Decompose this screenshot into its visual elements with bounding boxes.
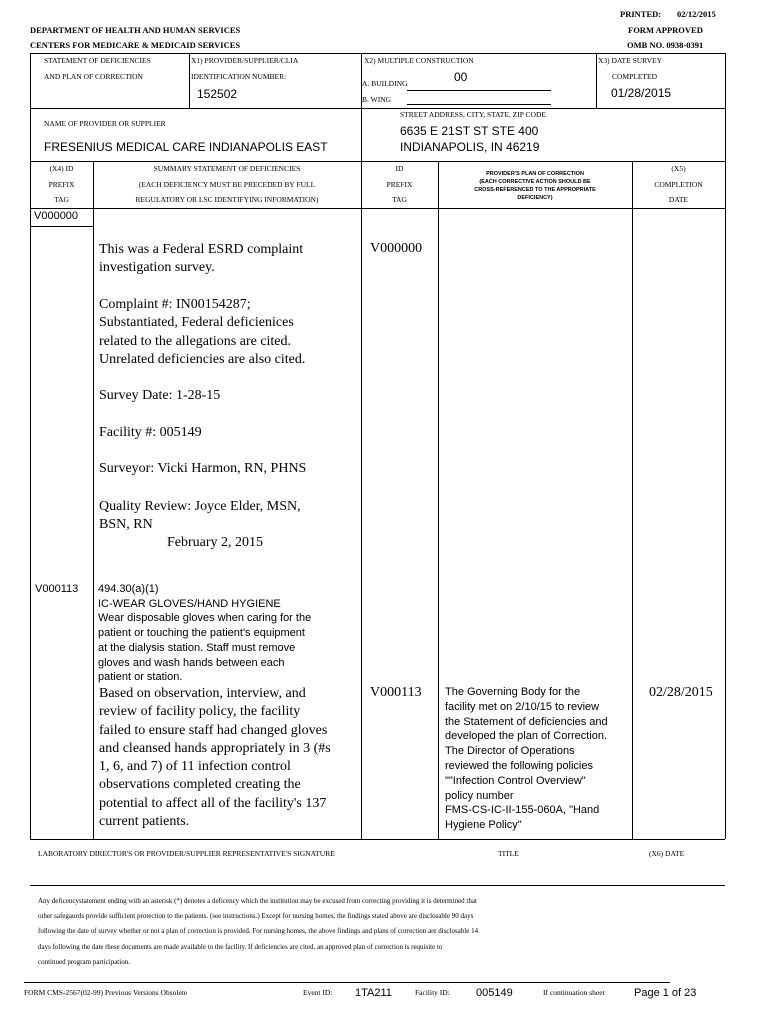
disclaimer: [38, 894, 478, 970]
building-value: 00: [454, 70, 468, 84]
text-line: other safegaurds provide sufficient protection to the patients. (see instructions.) Except for nursing homes, the findings stated above are disclosable 90 days: [38, 912, 474, 921]
survey-completed-date: 01/28/2015: [611, 86, 672, 100]
text-line: Quality Review: Joyce Elder, MSN,: [99, 499, 301, 514]
text-line: Hygiene Policy": [445, 819, 522, 832]
event-id-label: Event ID:: [303, 988, 333, 997]
id-header: PREFIX: [386, 180, 413, 189]
text-line: patient or touching the patient's equipment: [98, 627, 305, 640]
text-line: Based on observation, interview, and: [99, 686, 306, 701]
x5-header: DATE: [668, 195, 689, 204]
building-underline: [407, 90, 551, 91]
text-line: related to the allegations are cited.: [99, 333, 292, 349]
page-number: Page 1 of 23: [634, 987, 697, 999]
divider: [93, 161, 94, 839]
continuation-label: If continuation sheet: [543, 988, 605, 997]
box-top-border: [30, 53, 725, 54]
text-line: 494.30(a)(1): [98, 583, 159, 595]
text-line: ""Infection Control Overview": [445, 774, 586, 787]
x4-header: TAG: [54, 195, 69, 204]
wing-underline: [407, 104, 551, 105]
statement-label: STATEMENT OF DEFICIENCIES: [44, 56, 151, 65]
x1-label: IDENTIFICATION NUMBER:: [191, 72, 287, 81]
intro-paragraph: [99, 241, 303, 278]
text-line: FMS-CS-IC-II-155-060A, "Hand: [445, 804, 600, 817]
provider-name-label: NAME OF PROVIDER OR SUPPLIER: [44, 119, 166, 128]
signature-label: LABORATORY DIRECTOR'S OR PROVIDER/SUPPLIER REPRESENTATIVE'S SIGNATURE: [38, 849, 335, 858]
omb-number: OMB NO. 0938-0391: [627, 40, 704, 50]
text-line: Unrelated deficiencies are also cited.: [99, 351, 306, 367]
completion-date: 02/28/2015: [649, 685, 713, 700]
summary-header: (EACH DEFICIENCY MUST BE PRECEDED BY FULL: [138, 180, 316, 189]
divider: [189, 53, 190, 108]
facility-id: 005149: [476, 987, 513, 999]
printed-date: 02/12/2015: [677, 9, 716, 19]
text-line: gloves and wash hands between each: [98, 656, 285, 669]
surveyor: Surveyor: Vicki Harmon, RN, PHNS: [99, 461, 307, 476]
text-line: 1, 6, and 7) of 11 infection control: [99, 759, 291, 775]
date-label: (X6) DATE: [649, 849, 685, 858]
form-number: FORM CMS-2567(02-99) Previous Versions Obsolete: [24, 988, 188, 997]
signature-divider: [30, 885, 725, 886]
x5-header: (X5): [671, 164, 686, 173]
text-line: Any deficencystatement ending with an asterisk (*) denotes a deficency which the institution may be excused from correcting providing it is determined that: [38, 897, 477, 905]
text-line: BSN, RN: [99, 517, 153, 533]
text-line: IC-WEAR GLOVES/HAND HYGIENE: [98, 597, 281, 610]
text-line: failed to ensure staff had changed gloves: [99, 722, 328, 738]
regulation-text: [98, 582, 311, 685]
plan-header: (EACH CORRECTIVE ACTION SHOULD BE: [479, 179, 591, 185]
id-header: TAG: [392, 195, 407, 204]
text-line: days following the date these documents are made available to the facility. If deficiencies are cited, an approved plan of correction is requisite to: [38, 942, 443, 951]
tag-prefix: V000113: [35, 583, 79, 595]
text-line: The Governing Body for the: [445, 686, 581, 698]
text-line: the Statement of deficiencies and: [445, 715, 608, 728]
provider-id: 152502: [197, 87, 238, 101]
text-line: following the date of survey whether or not a plan of correction is provided. For nursing homes, the above findings and plans of correction are disclosable 14: [38, 927, 479, 936]
summary-header: REGULATORY OR LSC IDENTIFYING INFORMATION): [135, 195, 319, 204]
agency-name: CENTERS FOR MEDICARE & MEDICAID SERVICES: [30, 40, 241, 50]
id-header: ID: [395, 164, 404, 173]
divider: [361, 161, 362, 839]
plan-header: DEFICIENCY): [517, 195, 553, 201]
divider: [596, 53, 597, 108]
text-line: and cleansed hands appropriately in 3 (#s: [99, 740, 331, 756]
divider: [30, 108, 725, 109]
text-line: policy number: [445, 789, 514, 802]
text-line: Complaint #: IN00154287;: [99, 297, 251, 312]
quality-review-date: February 2, 2015: [167, 535, 264, 550]
text-line: review of facility policy, the facility: [99, 704, 301, 720]
box-right-border: [725, 53, 726, 839]
x4-header: (X4) ID: [49, 164, 74, 173]
divider: [30, 208, 725, 209]
event-id: 1TA211: [355, 987, 392, 999]
printed-label: PRINTED:: [620, 9, 662, 19]
x5-header: COMPLETION: [654, 180, 703, 189]
street-address: 6635 E 21ST ST STE 400: [400, 124, 539, 138]
id-tag: V000000: [370, 241, 423, 256]
text-line: investigation survey.: [99, 260, 215, 276]
x4-header: PREFIX: [48, 180, 75, 189]
divider: [30, 161, 725, 162]
title-label: TITLE: [498, 849, 519, 858]
text-line: observations completed creating the: [99, 777, 301, 793]
wing-label: B. WING: [362, 95, 392, 104]
text-line: potential to affect all of the facility's 137: [99, 795, 327, 811]
x1-label: X1) PROVIDER/SUPPLIER/CLIA: [191, 56, 299, 65]
statement-label: AND PLAN OF CORRECTION: [44, 72, 143, 81]
box-bottom-border: [30, 839, 725, 840]
provider-name: FRESENIUS MEDICAL CARE INDIANAPOLIS EAST: [44, 140, 328, 154]
x2-label: X2) MULTIPLE CONSTRUCTION: [364, 56, 474, 65]
building-label: A. BUILDING: [362, 79, 408, 88]
plan-of-correction: [445, 685, 608, 833]
finding-paragraph: [99, 685, 331, 831]
id-tag: V000113: [370, 685, 422, 700]
department-name: DEPARTMENT OF HEALTH AND HUMAN SERVICES: [30, 25, 241, 35]
text-line: reviewed the following policies: [445, 759, 593, 772]
divider: [361, 53, 362, 161]
text-line: continued program participation.: [38, 957, 130, 966]
text-line: This was a Federal ESRD complaint: [99, 242, 304, 257]
quality-review: [99, 498, 301, 535]
plan-header: CROSS-REFERENCED TO THE APPROPRIATE: [474, 187, 596, 193]
divider: [632, 161, 633, 839]
text-line: developed the plan of Correction.: [445, 730, 608, 743]
summary-header: SUMMARY STATEMENT OF DEFICIENCIES: [153, 164, 301, 173]
text-line: at the dialysis station. Staff must remove: [98, 641, 296, 654]
tag-prefix: V000000: [34, 210, 79, 222]
form-approved: FORM APPROVED: [628, 25, 703, 35]
plan-header: PROVIDER'S PLAN OF CORRECTION: [486, 171, 584, 177]
text-line: current patients.: [99, 814, 190, 830]
text-line: patient or station.: [98, 671, 183, 684]
text-line: facility met on 2/10/15 to review: [445, 700, 600, 713]
facility-number: Facility #: 005149: [99, 425, 202, 440]
street-address-label: STREET ADDRESS, CITY, STATE, ZIP CODE: [400, 110, 546, 119]
x3-label: X3) DATE SURVEY: [598, 56, 662, 65]
survey-date: Survey Date: 1-28-15: [99, 388, 221, 403]
tag-divider: [30, 226, 93, 227]
text-line: The Director of Operations: [445, 745, 575, 758]
text-line: Wear disposable gloves when caring for the: [98, 612, 312, 625]
facility-id-label: Facility ID:: [415, 988, 450, 997]
text-line: Substantiated, Federal deficienices: [99, 315, 294, 331]
footer-divider: [24, 982, 670, 983]
city-state-zip: INDIANAPOLIS, IN 46219: [400, 140, 540, 154]
x3-label: COMPLETED: [612, 72, 657, 81]
complaint-paragraph: [99, 296, 305, 369]
divider: [438, 161, 439, 839]
